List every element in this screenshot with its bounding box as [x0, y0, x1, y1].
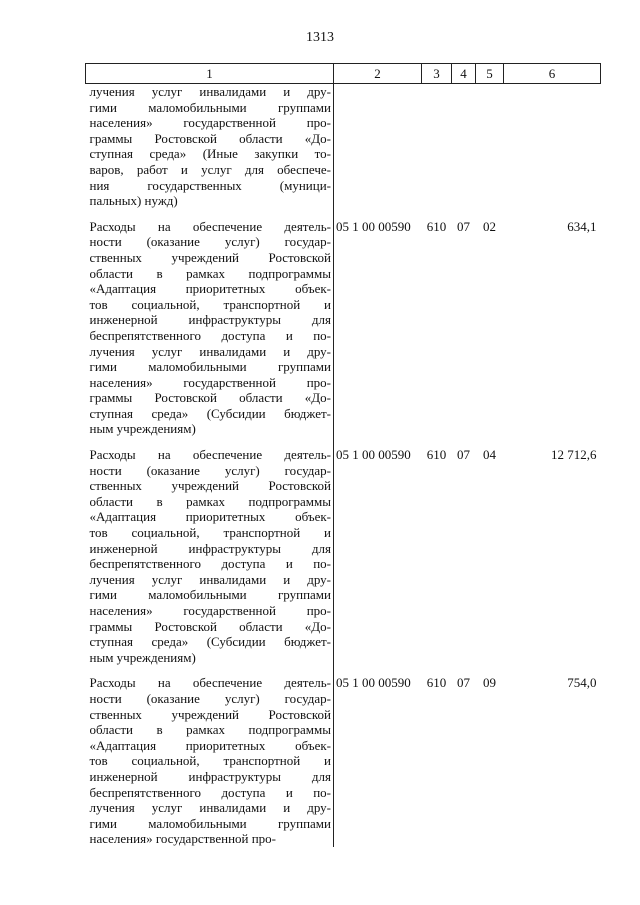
row-description [86, 447, 334, 675]
description-line: беспрепятственного доступа и по- [89, 784, 331, 800]
description-line: тов социальной, транспортной и [89, 296, 331, 312]
row-subsection: 04 [483, 447, 496, 463]
table-row [86, 447, 601, 675]
description-line: лучения услуг инвалидами и дру- [89, 800, 331, 816]
description-line: граммы Ростовской области «До- [89, 390, 331, 406]
description-line: гими маломобильными группами [89, 99, 331, 115]
description-line: тов социальной, транспортной и [89, 525, 331, 541]
description-line: «Адаптация приоритетных объек- [89, 281, 331, 297]
description-line: ности (оказание услуг) государ- [89, 234, 331, 250]
row-expense-type: 610 [426, 218, 447, 234]
header-col-6: 6 [504, 64, 601, 84]
budget-table [85, 63, 601, 847]
description-line: населения» государственной про- [89, 603, 331, 618]
description-line: варов, работ и услуг для обеспече- [89, 161, 331, 177]
description-line: населения» государственной про- [89, 831, 277, 847]
header-col-4: 4 [452, 64, 476, 84]
description-line: ственных учреждений Ростовской [89, 706, 331, 722]
description-line: ности (оказание услуг) государ- [89, 462, 331, 478]
row-subsection [476, 84, 504, 219]
description-line: инженерной инфраструктуры для [89, 540, 331, 556]
description-line: гими маломобильными группами [89, 359, 331, 375]
row-expense-type: 610 [426, 675, 447, 691]
description-line: Расходы на обеспечение деятель- [89, 675, 331, 691]
description-line: ния государственных (муници- [89, 177, 331, 193]
row-amount: 634,1 [567, 218, 597, 234]
description-line: ступная среда» (Субсидии бюджет- [89, 405, 331, 421]
row-description [86, 675, 334, 847]
header-col-2: 2 [334, 64, 422, 84]
row-target-code: 05 1 00 00590 [336, 447, 411, 463]
row-subsection: 09 [483, 675, 496, 691]
row-section [452, 84, 476, 219]
row-target-code: 05 1 00 00590 [336, 675, 411, 691]
header-col-1: 1 [86, 64, 334, 84]
description-line: беспрепятственного доступа и по- [89, 556, 331, 572]
description-line: ступная среда» (Субсидии бюджет- [89, 634, 331, 650]
description-line: населения» государственной про- [89, 374, 331, 390]
description-line: ности (оказание услуг) государ- [89, 690, 331, 706]
description-line: граммы Ростовской области «До- [89, 618, 331, 634]
description-line: граммы Ростовской области «До- [89, 130, 331, 146]
header-col-3: 3 [422, 64, 452, 84]
description-line: ным учреждениям) [89, 421, 196, 437]
row-description [86, 84, 334, 219]
table-row [86, 219, 601, 447]
header-col-5: 5 [476, 64, 504, 84]
description-line: «Адаптация приоритетных объек- [89, 509, 331, 525]
description-line: области в рамках подпрограммы [89, 265, 331, 281]
description-line: ственных учреждений Ростовской [89, 478, 331, 494]
description-line: населения» государственной про- [89, 115, 331, 131]
description-line: гими маломобильными группами [89, 815, 331, 831]
row-amount: 754,0 [567, 675, 597, 691]
row-description [86, 219, 334, 447]
description-line: лучения услуг инвалидами и дру- [89, 343, 331, 359]
description-line: ступная среда» (Иные закупки то- [89, 146, 331, 162]
row-expense-type: 610 [426, 447, 447, 463]
description-line: области в рамках подпрограммы [89, 722, 331, 738]
description-line: ным учреждениям) [89, 649, 196, 665]
description-line: гими маломобильными группами [89, 587, 331, 603]
row-subsection: 02 [483, 218, 496, 234]
row-amount [504, 84, 601, 219]
description-line: тов социальной, транспортной и [89, 753, 331, 769]
row-amount: 12 712,6 [551, 447, 597, 463]
row-section: 07 [457, 675, 470, 691]
description-line: лучения услуг инвалидами и дру- [89, 84, 331, 99]
description-line: ственных учреждений Ростовской [89, 249, 331, 265]
description-line: беспрепятственного доступа и по- [89, 327, 331, 343]
table-row [86, 84, 601, 219]
description-line: инженерной инфраструктуры для [89, 768, 331, 784]
table-row [86, 675, 601, 847]
description-line: пальных) нужд) [89, 193, 178, 209]
row-expense-type [422, 84, 452, 219]
row-target-code [334, 84, 422, 219]
page-number: 1313 [306, 30, 334, 45]
row-target-code: 05 1 00 00590 [336, 218, 411, 234]
description-line: Расходы на обеспечение деятель- [89, 218, 331, 234]
description-line: лучения услуг инвалидами и дру- [89, 571, 331, 587]
description-line: инженерной инфраструктуры для [89, 312, 331, 328]
description-line: области в рамках подпрограммы [89, 493, 331, 509]
description-line: «Адаптация приоритетных объек- [89, 737, 331, 753]
table-header-row [86, 64, 601, 84]
row-section: 07 [457, 218, 470, 234]
row-section: 07 [457, 447, 470, 463]
description-line: Расходы на обеспечение деятель- [89, 447, 331, 463]
